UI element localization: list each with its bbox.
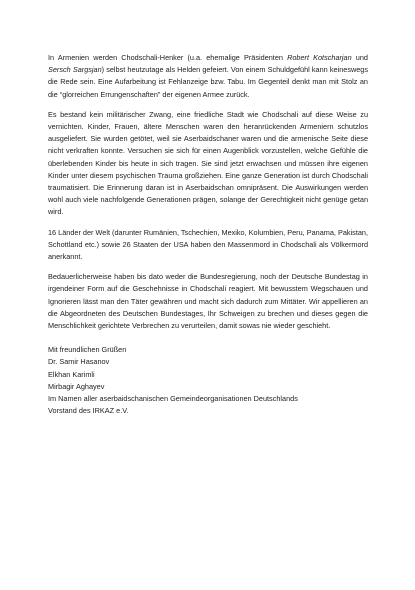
signatory-name: Mirbagir Aghayev [48,381,105,391]
letter-body [48,52,368,417]
signatory-board: Vorstand des IRKAZ e.V. [48,406,129,416]
name-robert-kotscharjan: Robert Kotscharjan [287,53,352,62]
paragraph-armenia-heroes [48,52,368,101]
paragraph-text: Es bestand kein militärischer Zwang, eine friedliche Stadt wie Chodschali auf diese Weise zu vernichten. Kinder, Frauen, ältere Menschen waren den heranrückenden Armeniern schutzlos ausgeliefert. Sie wurden getötet, weil sie Aserbaidschaner waren und die armenische Seite diese nicht verkraften konnte. Versuchen sie sich für einen Augenblick vorzustellen, welche Gefühle die überlebenden Kinder bis heute in sich tragen. Sie sind jetzt erwachsen und müssen ihre eigenen Kinder unter diesem psychischen Trauma großziehen. Eine ganze Generation ist durch Chodschali traumatisiert. Die Erinnerung daran ist in Aserbaidschan omnipräsent. Die Auswirkungen werden wohl auch viele nachfolgende Generationen prägen, solange der Gerechtigkeit nicht genüge getan wird. [48,109,368,217]
paragraph-text: Bedauerlicherweise haben bis dato weder die Bundesregierung, noch der Deutsche Bundestag in irgendeiner Form auf die Geschehnisse in Chodschali reagiert. Mit bewusstem Wegschauen und Ignorieren lässt man den Täter gewähren und macht sich dadurch zum Mittäter. Wir appellieren an die Abgeordneten des Deutschen Bundestages, Ihr Schweigen zu brechen und dieses gegen die Menschlichkeit gerichtete Verbrechen zu verurteilen, damit sowas nie wieder geschieht. [48,272,368,331]
signatory-name: Dr. Samir Hasanov [48,357,110,367]
paragraph-text: und [351,53,368,62]
signatory-organisation: Im Namen aller aserbaidschanischen Gemeindeorganisationen Deutschlands [48,394,298,404]
paragraph-text: 16 Länder der Welt (darunter Rumänien, Tschechien, Mexiko, Kolumbien, Peru, Panama, Pakistan, Schottland etc.) sowie 26 Staaten der USA haben den Massenmord in Chodschali als Völkermord anerkannt. [48,227,368,262]
signatory-name: Elkhan Karimli [48,369,95,379]
signature-block [48,344,368,417]
paragraph-no-military-necessity [48,109,368,219]
name-sersch-sargsjan: Sersch Sargsjan [48,65,102,75]
paragraph-appeal [48,271,368,332]
paragraph-recognition [48,227,368,264]
closing-greeting: Mit freundlichen Grüßen [48,345,127,355]
paragraph-text: ) selbst heutzutage als Helden gefeiert. Von einem Schuldgefühl kann keineswegs die Rede sein. Eine Aufarbeitung ist Fehlanzeige bzw. Tabu. Im Gegenteil denkt man mit Stolz an die “glorreichen Errungenschaften” der eigenen Armee zurück. [48,65,368,99]
paragraph-text: In Armenien werden Chodschali-Henker (u.a. ehemalige Präsidenten [48,53,288,62]
